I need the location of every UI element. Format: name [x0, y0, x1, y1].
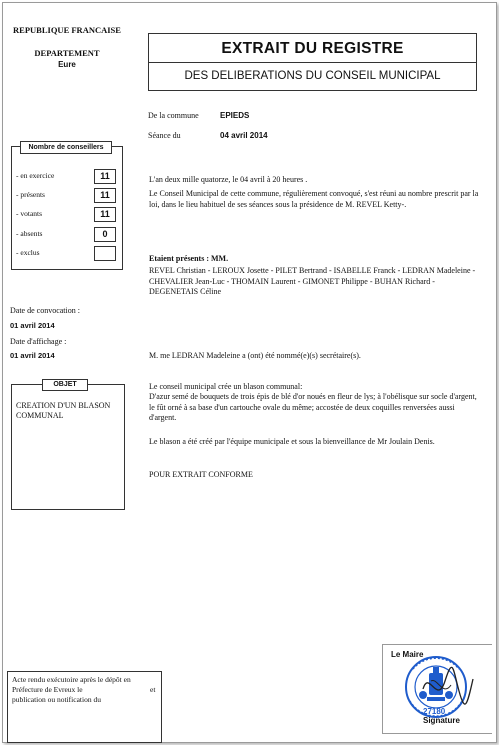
conseillers-row-absents	[16, 227, 120, 242]
acte-line-1: Acte rendu exécutoire après le dépôt en	[12, 675, 131, 684]
decision-paragraph-2: D'azur semé de bouquets de trois épis de blé d'or noués en fleur de lys; à l'obélisque sur socle d'argent, le fût orné à sa base d'un cartouche ovale du même; accostée de deux coquilles renversées aussi d'argent.	[149, 392, 477, 422]
affichage-value: 01 avril 2014	[10, 351, 55, 360]
title-box	[148, 33, 477, 91]
conseillers-row-value: 11	[94, 207, 116, 222]
conseillers-title: Nombre de conseillers	[20, 141, 112, 154]
affichage-label: Date d'affichage :	[10, 337, 67, 346]
objet-text: CREATION D'UN BLASON COMMUNAL	[16, 401, 111, 420]
convocation-label: Date de convocation :	[10, 306, 80, 315]
objet-box	[11, 381, 125, 510]
present-names: REVEL Christian - LEROUX Josette - PILET Bertrand - ISABELLE Franck - LEDRAN Madeleine - CHEVALIER Jean-Luc - THOMAIN Laurent - GIMONET Philippe - BUHAN Richard - DEGENETAIS Céline	[149, 266, 476, 296]
objet-title: OBJET	[42, 379, 88, 391]
conseillers-row-votants	[16, 207, 120, 222]
stamp-code: 27180	[423, 707, 446, 716]
department-name: Eure	[58, 60, 76, 69]
decision-paragraph-3: Le blason a été créé par l'équipe municipale et sous la bienveillance de Mr Joulain Denis.	[149, 437, 435, 446]
conseillers-row-value	[94, 246, 116, 261]
conseillers-row-value: 0	[94, 227, 116, 242]
commune-value: EPIEDS	[220, 111, 250, 120]
acte-line-2	[12, 685, 158, 695]
conseillers-row-exclus	[16, 246, 120, 261]
conseillers-row-value: 11	[94, 169, 116, 184]
conseillers-row-presents	[16, 188, 120, 203]
department-label: DEPARTEMENT	[34, 48, 100, 58]
intro-paragraph: L'an deux mille quatorze, le 04 avril à 20 heures .	[149, 175, 308, 184]
signature-label: Signature	[423, 716, 460, 725]
document-page	[2, 2, 497, 743]
secretary-paragraph: M. me LEDRAN Madeleine a (ont) été nommé(e)(s) secrétaire(s).	[149, 351, 361, 360]
seance-value: 04 avril 2014	[220, 131, 268, 140]
conseillers-row-label: - votants	[16, 209, 43, 218]
commune-label: De la commune	[148, 111, 199, 120]
convocation-value: 01 avril 2014	[10, 321, 55, 330]
present-label: Etaient présents : MM.	[149, 254, 229, 263]
conseillers-box	[11, 146, 123, 270]
conseillers-row-exercice	[16, 169, 120, 184]
decision-paragraph-1: Le conseil municipal crée un blason communal:	[149, 382, 303, 391]
conseillers-row-label: - présents	[16, 190, 45, 199]
convened-paragraph: Le Conseil Municipal de cette commune, régulièrement convoqué, s'est réuni au nombre prescrit par la loi, dans le lieu habituel de ses séances sous la présidence de M. REVEL Ketty-.	[149, 189, 479, 209]
acte-line-2-et: et	[150, 685, 156, 694]
title-divider	[149, 62, 476, 63]
conformity-statement: POUR EXTRAIT CONFORME	[149, 470, 253, 479]
maire-box	[382, 644, 492, 734]
header-left	[5, 25, 129, 70]
conseillers-row-value: 11	[94, 188, 116, 203]
seance-label: Séance du	[148, 131, 181, 140]
acte-line-2-prefecture: Préfecture de Evreux le	[12, 685, 83, 694]
page-title: EXTRAIT DU REGISTRE	[221, 40, 404, 57]
acte-line-3: publication ou notification du	[12, 695, 101, 704]
maire-title: Le Maire	[391, 650, 424, 659]
conseillers-row-label: - en exercice	[16, 171, 55, 180]
mayor-stamp-seal	[393, 651, 485, 719]
acte-text	[12, 675, 158, 705]
page-subtitle: DES DELIBERATIONS DU CONSEIL MUNICIPAL	[184, 70, 441, 82]
acte-box	[7, 671, 162, 743]
conseillers-row-label: - exclus	[16, 248, 40, 257]
republic-label: REPUBLIQUE FRANCAISE	[13, 25, 121, 35]
conseillers-row-label: - absents	[16, 229, 43, 238]
